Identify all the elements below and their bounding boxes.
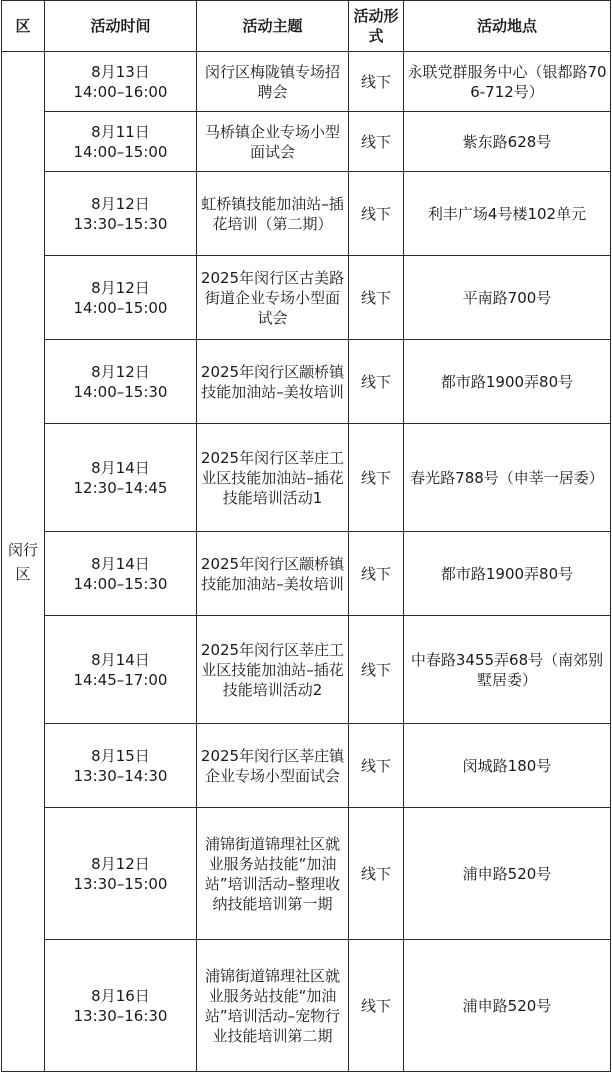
table-row (2, 172, 611, 256)
table-row (2, 616, 611, 724)
location-cell: 春光路788号（申莘一居委） (404, 424, 611, 532)
time-cell (45, 52, 197, 112)
time-cell (45, 256, 197, 340)
activity-table (1, 0, 611, 1072)
form-cell: 线下 (349, 616, 404, 724)
location-cell: 利丰广场4号楼102单元 (404, 172, 611, 256)
topic-cell: 浦锦街道锦理社区就业服务站技能“加油站”培训活动–宠物行业技能培训第二期 (197, 940, 349, 1072)
header-topic: 活动主题 (197, 1, 349, 52)
table-row (2, 256, 611, 340)
date-text: 8月13日 (91, 62, 150, 81)
time-text: 14:00–15:30 (73, 382, 168, 401)
topic-cell: 闵行区梅陇镇专场招聘会 (197, 52, 349, 112)
form-cell: 线下 (349, 112, 404, 172)
time-text: 12:30–14:45 (73, 478, 168, 497)
table-row (2, 724, 611, 808)
location-cell: 紫东路628号 (404, 112, 611, 172)
time-text: 14:00–15:00 (73, 142, 168, 161)
location-cell: 中春路3455弄68号（南郊别墅居委） (404, 616, 611, 724)
topic-cell: 马桥镇企业专场小型面试会 (197, 112, 349, 172)
time-text: 14:00–16:00 (73, 82, 168, 101)
time-text: 13:30–16:30 (73, 1006, 168, 1025)
district-cell: 闵行区 (2, 52, 45, 1072)
table-row (2, 808, 611, 940)
time-text: 13:30–14:30 (73, 766, 168, 785)
topic-cell: 2025年闵行区莘庄工业区技能加油站–插花技能培训活动1 (197, 424, 349, 532)
location-cell: 永联党群服务中心（银都路706-712号） (404, 52, 611, 112)
topic-cell: 浦锦街道锦理社区就业服务站技能“加油站”培训活动–整理收纳技能培训第一期 (197, 808, 349, 940)
form-cell: 线下 (349, 532, 404, 616)
time-cell (45, 532, 197, 616)
date-text: 8月12日 (91, 194, 150, 213)
time-cell (45, 340, 197, 424)
location-cell: 闵城路180号 (404, 724, 611, 808)
topic-cell: 2025年闵行区古美路街道企业专场小型面试会 (197, 256, 349, 340)
time-cell (45, 172, 197, 256)
form-cell: 线下 (349, 52, 404, 112)
time-cell (45, 112, 197, 172)
topic-cell: 2025年闵行区莘庄镇企业专场小型面试会 (197, 724, 349, 808)
location-cell: 浦申路520号 (404, 940, 611, 1072)
location-cell: 平南路700号 (404, 256, 611, 340)
header-form: 活动形式 (349, 1, 404, 52)
table-row (2, 112, 611, 172)
date-text: 8月12日 (91, 362, 150, 381)
time-text: 14:00–15:30 (73, 574, 168, 593)
time-text: 13:30–15:00 (73, 874, 168, 893)
date-text: 8月14日 (91, 458, 150, 477)
time-text: 14:00–15:00 (73, 298, 168, 317)
date-text: 8月12日 (91, 854, 150, 873)
time-cell (45, 616, 197, 724)
table-row (2, 424, 611, 532)
time-cell (45, 940, 197, 1072)
table-row (2, 940, 611, 1072)
time-text: 14:45–17:00 (73, 670, 168, 689)
header-row (2, 1, 611, 52)
form-cell: 线下 (349, 808, 404, 940)
date-text: 8月12日 (91, 278, 150, 297)
table-row (2, 52, 611, 112)
form-cell: 线下 (349, 724, 404, 808)
header-district: 区 (2, 1, 45, 52)
table-row (2, 532, 611, 616)
location-cell: 都市路1900弄80号 (404, 340, 611, 424)
date-text: 8月14日 (91, 554, 150, 573)
date-text: 8月11日 (91, 122, 150, 141)
form-cell: 线下 (349, 940, 404, 1072)
form-cell: 线下 (349, 256, 404, 340)
time-cell (45, 724, 197, 808)
header-location: 活动地点 (404, 1, 611, 52)
header-time: 活动时间 (45, 1, 197, 52)
form-cell: 线下 (349, 172, 404, 256)
time-cell (45, 808, 197, 940)
time-text: 13:30–15:30 (73, 214, 168, 233)
form-cell: 线下 (349, 424, 404, 532)
time-cell (45, 424, 197, 532)
topic-cell: 2025年闵行区莘庄工业区技能加油站–插花技能培训活动2 (197, 616, 349, 724)
date-text: 8月16日 (91, 986, 150, 1005)
table-row (2, 340, 611, 424)
topic-cell: 2025年闵行区颛桥镇技能加油站–美妆培训 (197, 340, 349, 424)
location-cell: 都市路1900弄80号 (404, 532, 611, 616)
form-cell: 线下 (349, 340, 404, 424)
topic-cell: 虹桥镇技能加油站–插花培训（第二期） (197, 172, 349, 256)
date-text: 8月14日 (91, 650, 150, 669)
date-text: 8月15日 (91, 746, 150, 765)
topic-cell: 2025年闵行区颛桥镇技能加油站–美妆培训 (197, 532, 349, 616)
location-cell: 浦申路520号 (404, 808, 611, 940)
